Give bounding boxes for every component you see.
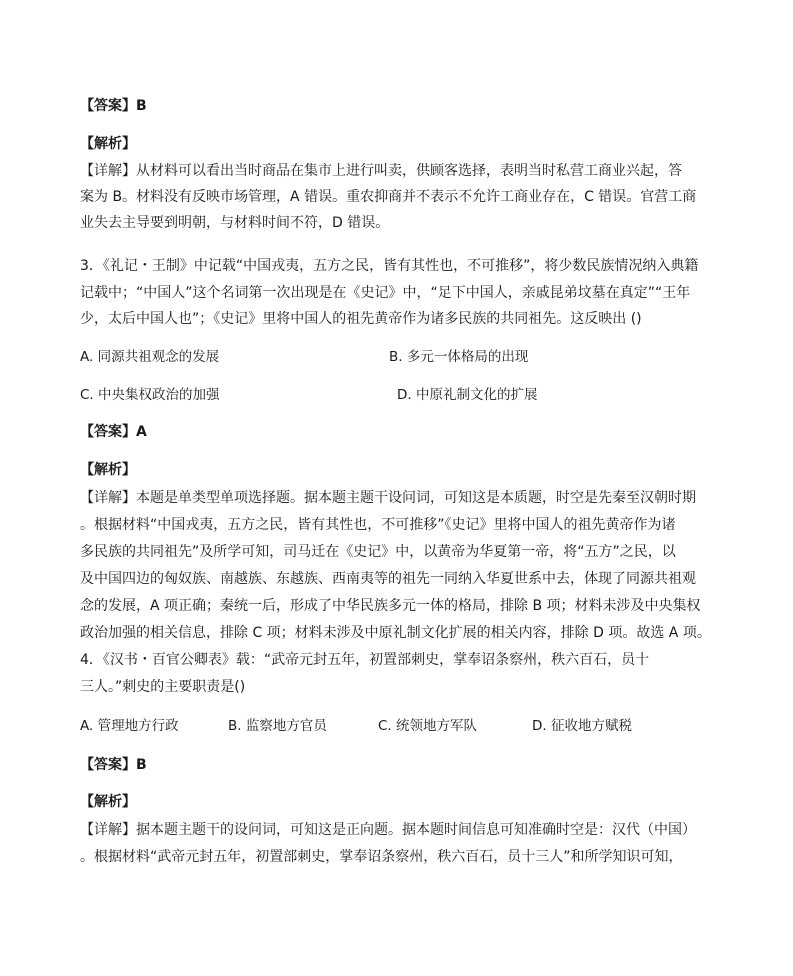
q4-option-c: C. 统领地方军队 (378, 718, 478, 734)
explanation-line: 。根据材料“武帝元封五年，初置部刺史，掌奉诏条察州，秩六百石，员十三人”和所学知识可知， (80, 849, 683, 865)
q4-option-b: B. 监察地方官员 (228, 718, 327, 734)
explanation-line: 【详解】本题是单类型单项选择题。据本题主题干设问词，可知这是本质题，时空是先秦至汉朝时期 (80, 490, 696, 506)
question-3-stem: 3．《礼记・王制》中记载“中国戎夷，五方之民，皆有其性也，不可推移”，将少数民族情况纳入典籍 (80, 258, 699, 274)
q4-option-a: A. 管理地方行政 (80, 718, 179, 734)
question-3-stem: 记载中；“中国人”这个名词第一次出现是在《史记》中，“足下中国人，亲戚昆弟坟墓在真定”“王年 (80, 285, 691, 301)
explanation-line: 政治加强的相关信息，排除 C 项；材料未涉及中原礼制文化扩展的相关内容，排除 D 项。故选 A 项。 (80, 625, 711, 641)
explanation-line: 案为 B。材料没有反映市场管理，A 错误。重农抑商并不表示不允许工商业存在，C 错误。官营工商 (80, 189, 697, 205)
question-4-stem: 4．《汉书・百官公卿表》载：“武帝元封五年，初置部刺史，掌奉诏条察州，秩六百石，员十 (80, 652, 650, 668)
question-3-stem: 少，太后中国人也”；《史记》里将中国人的祖先黄帝作为诸多民族的共同祖先。这反映出 () (80, 311, 642, 327)
explanation-line: 多民族的共同祖先”及所学可知，司马迁在《史记》中，以黄帝为华夏第一帝，将“五方”之民，以 (80, 544, 676, 560)
explanation-line: 【详解】从材料可以看出当时商品在集市上进行叫卖，供顾客选择，表明当时私营工商业兴起，答 (80, 163, 682, 179)
q3-option-b: B. 多元一体格局的出现 (389, 349, 529, 365)
explanation-line: 业失去主导要到明朝，与材料时间不符，D 错误。 (80, 215, 390, 231)
question-4-stem: 三人。”刺史的主要职责是() (80, 679, 246, 695)
analysis-label: 【解析】 (80, 794, 136, 810)
explanation-line: 【详解】据本题主题干的设问词，可知这是正向题。据本题时间信息可知准确时空是：汉代（中国） (80, 822, 696, 838)
analysis-label: 【解析】 (80, 136, 136, 152)
answer-label: 【答案】B (80, 98, 147, 114)
q4-option-d: D. 征收地方赋税 (532, 718, 632, 734)
explanation-line: 。根据材料“中国戎夷，五方之民，皆有其性也，不可推移”《史记》里将中国人的祖先黄帝作为诸 (80, 517, 676, 533)
q3-option-a: A. 同源共祖观念的发展 (80, 349, 220, 365)
answer-label: 【答案】A (80, 424, 147, 440)
explanation-line: 及中国四边的匈奴族、南越族、东越族、西南夷等的祖先一同纳入华夏世系中去，体现了同源共祖观 (80, 571, 696, 587)
q3-option-d: D. 中原礼制文化的扩展 (397, 387, 538, 403)
answer-label: 【答案】B (80, 757, 147, 773)
q3-option-c: C. 中央集权政治的加强 (80, 387, 220, 403)
analysis-label: 【解析】 (80, 462, 136, 478)
explanation-line: 念的发展，A 项正确；秦统一后，形成了中华民族多元一体的格局，排除 B 项；材料未涉及中央集权 (80, 598, 701, 614)
